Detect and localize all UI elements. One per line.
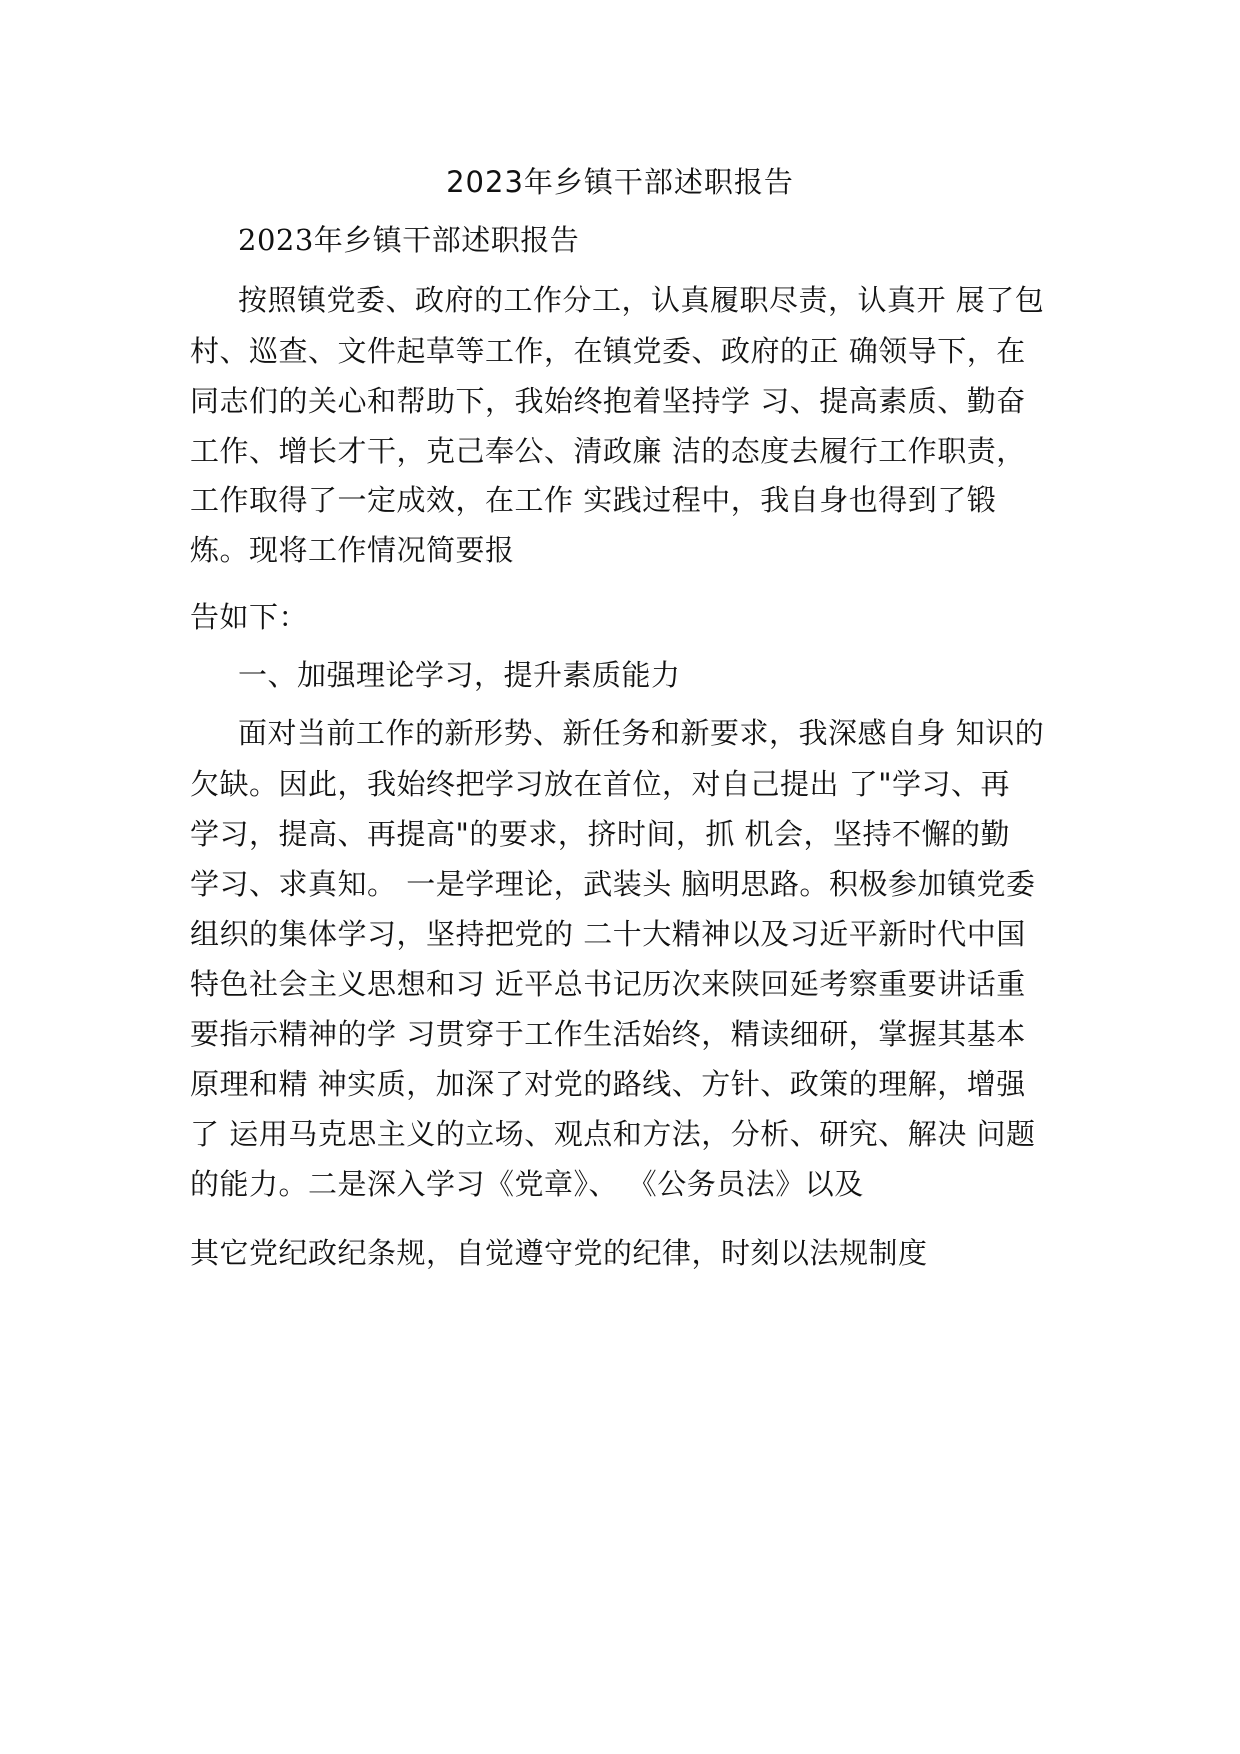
section-heading: 一、加强理论学习，提升素质能力 bbox=[238, 658, 681, 692]
paragraph-line: 工作、增长才干，克己奉公、清政廉 洁的态度去履行工作职责， bbox=[190, 434, 1026, 468]
paragraph-line: 村、巡查、文件起草等工作，在镇党委、政府的正 确领导下，在 bbox=[190, 334, 1026, 368]
document-subtitle: 2023年乡镇干部述职报告 bbox=[238, 223, 580, 257]
paragraph-line: 告如下： bbox=[190, 600, 309, 634]
paragraph-line: 学习，提高、再提高"的要求，挤时间，抓 机会，坚持不懈的勤 bbox=[190, 817, 1011, 851]
paragraph-line: 组织的集体学习，坚持把党的 二十大精神以及习近平新时代中国 bbox=[190, 917, 1026, 951]
paragraph-line: 面对当前工作的新形势、新任务和新要求，我深感自身 知识的 bbox=[238, 716, 1045, 750]
paragraph-line: 学习、求真知。 一是学理论，武装头 脑明思路。积极参加镇党委 bbox=[190, 867, 1036, 901]
paragraph-line: 其它党纪政纪条规，自觉遵守党的纪律，时刻以法规制度 bbox=[190, 1236, 928, 1270]
paragraph-line: 特色社会主义思想和习 近平总书记历次来陕回延考察重要讲话重 bbox=[190, 967, 1026, 1001]
paragraph-line: 了 运用马克思主义的立场、观点和方法，分析、研究、解决 问题 bbox=[190, 1117, 1036, 1151]
paragraph-line: 的能力。二是深入学习《党章》、 《公务员法》以及 bbox=[190, 1167, 864, 1201]
paragraph-line: 原理和精 神实质，加深了对党的路线、方针、政策的理解，增强 bbox=[190, 1067, 1026, 1101]
paragraph-line: 工作取得了一定成效，在工作 实践过程中，我自身也得到了锻 bbox=[190, 483, 997, 517]
document-title: 2023年乡镇干部述职报告 bbox=[446, 165, 794, 199]
paragraph-line: 按照镇党委、政府的工作分工，认真履职尽责，认真开 展了包 bbox=[238, 283, 1045, 317]
paragraph-line: 欠缺。因此，我始终把学习放在首位，对自己提出 了"学习、再 bbox=[190, 767, 1011, 801]
paragraph-line: 要指示精神的学 习贯穿于工作生活始终，精读细研，掌握其基本 bbox=[190, 1017, 1026, 1051]
paragraph-line: 同志们的关心和帮助下，我始终抱着坚持学 习、提高素质、勤奋 bbox=[190, 384, 1026, 418]
paragraph-line: 炼。现将工作情况简要报 bbox=[190, 533, 515, 567]
